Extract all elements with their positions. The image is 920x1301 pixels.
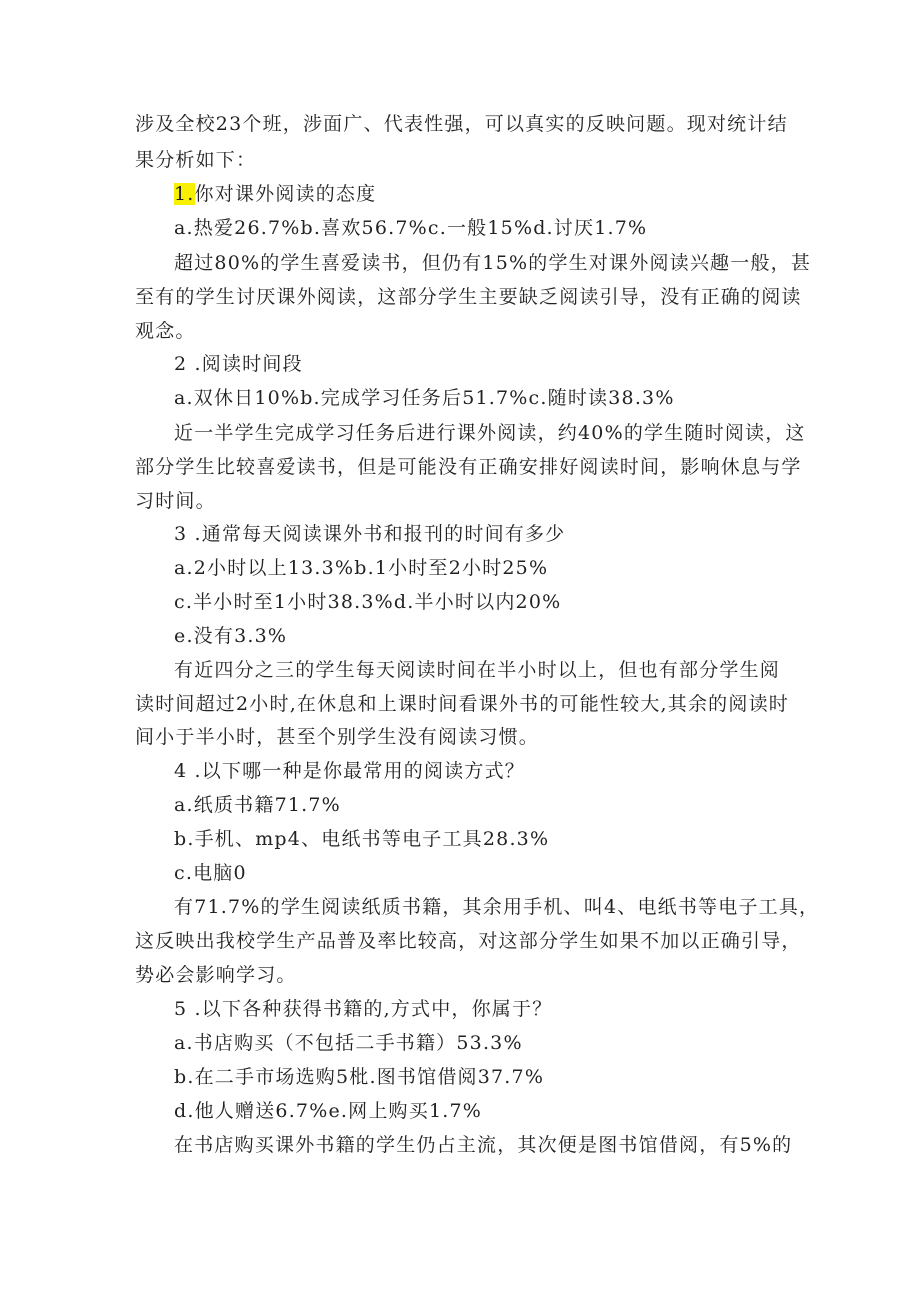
options-q4-c: c.电脑0 <box>174 862 247 884</box>
options-q3-c: c.半小时至1小时38.3%d.半小时以内20% <box>174 591 562 613</box>
options-q1: a.热爱26.7%b.喜欢56.7%c.一般15%d.讨厌1.7% <box>174 217 648 239</box>
text-line-7: 观念。 <box>135 320 196 342</box>
options-q4-a: a.纸质书籍71.7% <box>174 794 341 816</box>
options-q2: a.双休日10%b.完成学习任务后51.7%c.随时读38.3% <box>174 387 675 409</box>
options-q3-e: e.没有3.3% <box>174 625 288 647</box>
heading-q3: 3 .通常每天阅读课外书和报刊的时间有多少 <box>174 523 566 545</box>
heading-q2: 2 .阅读时间段 <box>174 353 303 375</box>
text-line-5: 超过80%的学生喜爱读书，但仍有15%的学生对课外阅读兴趣一般，甚 <box>174 252 812 274</box>
text-line-25: 这反映出我校学生产品普及率比较高，对这部分学生如果不加以正确引导， <box>135 930 802 952</box>
text-line-31: 在书店购买课外书籍的学生仍占主流，其次便是图书馆借阅，有5%的 <box>174 1134 793 1156</box>
text-line-2: 果分析如下： <box>135 149 257 171</box>
options-q5-a: a.书店购买（不包括二手书籍）53.3% <box>174 1032 523 1054</box>
heading-q1-text: 你对课外阅读的态度 <box>194 183 377 205</box>
text-line-26: 势必会影响学习。 <box>135 964 297 986</box>
heading-q5: 5 .以下各种获得书籍的,方式中，你属于？ <box>174 998 553 1020</box>
text-line-18: 读时间超过2小时,在休息和上课时间看课外书的可能性较大,其余的阅读时 <box>135 693 789 715</box>
text-line-6: 至有的学生讨厌课外阅读，这部分学生主要缺乏阅读引导，没有正确的阅读 <box>135 286 802 308</box>
text-line-19: 间小于半小时，甚至个别学生没有阅读习惯。 <box>135 726 540 748</box>
text-line-12: 习时间。 <box>135 490 216 512</box>
heading-q1 <box>174 181 920 207</box>
highlight-mark: 1. <box>174 183 195 205</box>
text-line-17: 有近四分之三的学生每天阅读时间在半小时以上，但也有部分学生阅 <box>174 659 781 681</box>
heading-q4: 4 .以下哪一种是你最常用的阅读方式？ <box>174 760 525 782</box>
text-line-1: 涉及全校23个班，涉面广、代表性强，可以真实的反映问题。现对统计结 <box>135 113 788 135</box>
options-q3-a: a.2小时以上13.3%b.1小时至2小时25% <box>174 557 549 579</box>
options-q5-d: d.他人赠送6.7%e.网上购买1.7% <box>174 1100 483 1122</box>
text-line-10: 近一半学生完成学习任务后进行课外阅读，约40%的学生随时阅读，这 <box>174 422 806 444</box>
text-line-11: 部分学生比较喜爱读书，但是可能没有正确安排好阅读时间，影响休息与学 <box>135 456 802 478</box>
options-q5-b: b.在二手市场选购5枇.图书馆借阅37.7% <box>174 1066 545 1088</box>
text-line-24: 有71.7%的学生阅读纸质书籍，其余用手机、叫4、电纸书等电子工具， <box>174 896 820 918</box>
options-q4-b: b.手机、mp4、电纸书等电子工具28.3% <box>174 828 550 850</box>
